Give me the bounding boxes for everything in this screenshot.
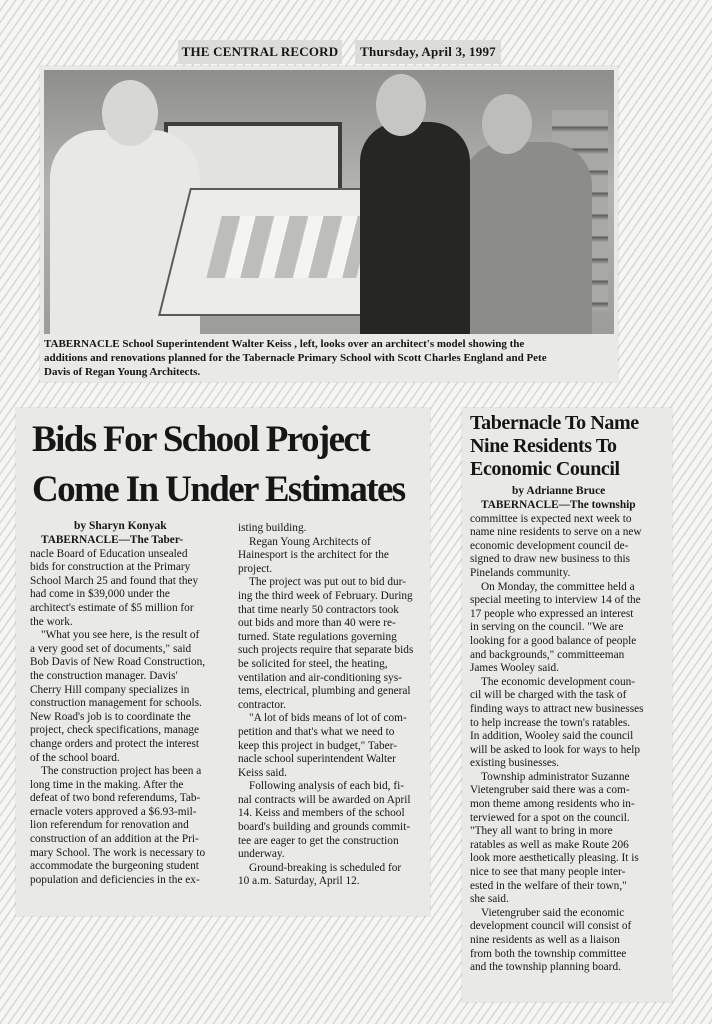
text-line: look more aesthetically pleasing. It is: [470, 852, 639, 865]
text-line: Keiss said.: [238, 766, 287, 779]
side-article-body: [470, 499, 668, 999]
side-headline-line-2: Nine Residents To: [470, 435, 617, 457]
caption-line: additions and renovations planned for the Tabernacle Primary School with Scott Charles England and Pete: [44, 352, 547, 364]
text-line: "A lot of bids means of lot of com-: [249, 712, 407, 725]
text-line: petition and that's what we need to: [238, 725, 395, 738]
text-line: cil will be charged with the task of: [470, 689, 627, 702]
text-line: New Road's job is to coordinate the: [30, 710, 191, 723]
text-line: mary School. The work is necessary to: [30, 846, 206, 859]
text-line: construction management for schools.: [30, 697, 202, 710]
text-line: special meeting to interview 14 of the: [470, 594, 641, 607]
text-line: The construction project has been a: [41, 765, 202, 778]
text-line: School March 25 and found that they: [30, 574, 199, 587]
text-line: TABERNACLE—The township: [481, 499, 636, 511]
text-line: and the township planning board.: [470, 961, 621, 974]
photo-caption: [44, 337, 616, 379]
text-line: from both the township committee: [470, 947, 627, 960]
text-line: name nine residents to serve on a new: [470, 526, 642, 539]
text-line: The economic development coun-: [481, 675, 636, 688]
text-line: The project was put out to bid dur-: [249, 576, 406, 589]
side-byline: by Adrianne Bruce: [512, 485, 606, 497]
text-line: Bob Davis of New Road Construction,: [30, 656, 206, 669]
main-article-column-1: [30, 534, 230, 904]
text-line: "What you see here, is the result of: [41, 629, 200, 642]
text-line: project.: [238, 562, 273, 575]
text-line: James Wooley said.: [470, 662, 559, 675]
text-line: accommodate the burgeoning student: [30, 860, 199, 873]
text-line: Hainesport is the architect for the: [238, 549, 389, 562]
text-line: signed to draw new business to this: [470, 553, 631, 566]
text-line: a very good set of documents," said: [30, 642, 192, 655]
text-line: On Monday, the committee held a: [481, 580, 635, 593]
text-line: project, check specifications, manage: [30, 724, 200, 737]
text-line: architect's estimate of $5 million for: [30, 601, 194, 614]
text-line: such projects require that separate bids: [238, 644, 414, 657]
main-headline-line-1: Bids For School Project: [32, 420, 369, 460]
text-line: of the school board.: [30, 751, 120, 764]
issue-date: Thursday, April 3, 1997: [355, 40, 501, 64]
architect-model-buildings: [206, 216, 371, 278]
photo-person-right-body: [462, 142, 592, 334]
text-line: nacle Board of Education unsealed: [30, 547, 188, 560]
text-line: existing businesses.: [470, 757, 560, 770]
text-line: population and deficiencies in the ex-: [30, 873, 200, 886]
text-line: ested in the welfare of their town,": [470, 879, 627, 892]
side-headline-line-1: Tabernacle To Name: [470, 412, 639, 434]
text-line: tems, electrical, plumbing and general: [238, 685, 411, 698]
text-line: Following analysis of each bid, fi-: [249, 780, 404, 793]
side-headline-line-3: Economic Council: [470, 458, 620, 480]
main-headline-line-2: Come In Under Estimates: [32, 470, 405, 510]
text-line: "They all want to bring in more: [470, 825, 613, 838]
text-line: Ground-breaking is scheduled for: [249, 861, 402, 874]
text-line: be solicited for steel, the heating,: [238, 657, 388, 670]
text-line: and backgrounds," committeeman: [470, 648, 625, 661]
text-line: Township administrator Suzanne: [481, 770, 630, 783]
text-line: ing the third week of February. During: [238, 589, 413, 602]
text-line: finding ways to attract new businesses: [470, 702, 644, 715]
text-line: had come in $39,000 under the: [30, 588, 170, 601]
text-line: that time nearly 50 contractors took: [238, 603, 399, 616]
text-line: nine residents as well as a liaison: [470, 934, 620, 946]
text-line: the work.: [30, 615, 73, 628]
text-line: Pinelands community.: [470, 566, 571, 579]
text-line: committee is expected next week to: [470, 512, 632, 525]
photo-person-center-head: [376, 74, 426, 136]
text-line: board's building and grounds commit-: [238, 821, 411, 834]
text-line: ernacle voters approved a $6.93-mil-: [30, 805, 197, 818]
photo-person-center-body: [360, 122, 470, 334]
text-line: 14. Keiss and members of the school: [238, 807, 405, 820]
text-line: 17 people who expressed an interest: [470, 607, 634, 620]
text-line: mon theme among residents who in-: [470, 798, 635, 811]
text-line: isting building.: [238, 522, 307, 534]
text-line: bids for construction at the Primary: [30, 561, 191, 574]
news-photo: [44, 70, 614, 334]
newspaper-name: THE CENTRAL RECORD: [178, 40, 342, 64]
text-line: she said.: [470, 893, 509, 906]
text-line: nal contracts will be awarded on April: [238, 793, 411, 806]
photo-person-right-head: [482, 94, 532, 154]
text-line: defeat of two bond referendums, Tab-: [30, 792, 201, 805]
text-line: terviewed for a spot on the council.: [470, 811, 630, 824]
text-line: underway.: [238, 848, 285, 861]
text-line: contractor.: [238, 698, 286, 711]
text-line: lion referendum for renovation and: [30, 819, 189, 832]
text-line: TABERNACLE—The Taber-: [41, 534, 184, 546]
text-line: ratables as well as make Route 206: [470, 838, 629, 851]
text-line: development council will consist of: [470, 920, 632, 933]
caption-line: Davis of Regan Young Architects.: [44, 366, 201, 378]
text-line: change orders and protect the interest: [30, 737, 200, 750]
text-line: keep this project in budget," Taber-: [238, 739, 397, 752]
photo-person-left-head: [102, 80, 158, 146]
text-line: construction of an addition at the Pri-: [30, 833, 199, 846]
text-line: nacle school superintendent Walter: [238, 753, 396, 766]
text-line: 10 a.m. Saturday, April 12.: [238, 875, 360, 888]
text-line: Regan Young Architects of: [249, 535, 371, 548]
text-line: Vietengruber said there was a com-: [470, 784, 630, 797]
text-line: In addition, Wooley said the council: [470, 730, 634, 743]
main-article-column-2: [238, 522, 424, 912]
text-line: looking for a good balance of people: [470, 634, 637, 647]
text-line: economic development council de-: [470, 539, 629, 552]
main-byline: by Sharyn Konyak: [74, 520, 167, 532]
text-line: Cherry Hill company specializes in: [30, 683, 190, 696]
text-line: turned. State regulations governing: [238, 630, 397, 643]
text-line: long time in the making. After the: [30, 778, 184, 791]
text-line: ventilation and air-conditioning sys-: [238, 671, 402, 684]
caption-line: TABERNACLE School Superintendent Walter Keiss , left, looks over an architect's model showing the: [44, 338, 525, 350]
text-line: to help increase the town's ratables.: [470, 716, 631, 729]
text-line: out bids and more than 40 were re-: [238, 617, 396, 630]
text-line: in serving on the council. "We are: [470, 621, 624, 634]
text-line: nice to see that many people inter-: [470, 866, 626, 879]
text-line: the construction manager. Davis': [30, 669, 178, 682]
text-line: will be asked to look for ways to help: [470, 743, 641, 756]
text-line: Vietengruber said the economic: [481, 906, 625, 919]
text-line: tee are eager to get the construction: [238, 834, 399, 847]
